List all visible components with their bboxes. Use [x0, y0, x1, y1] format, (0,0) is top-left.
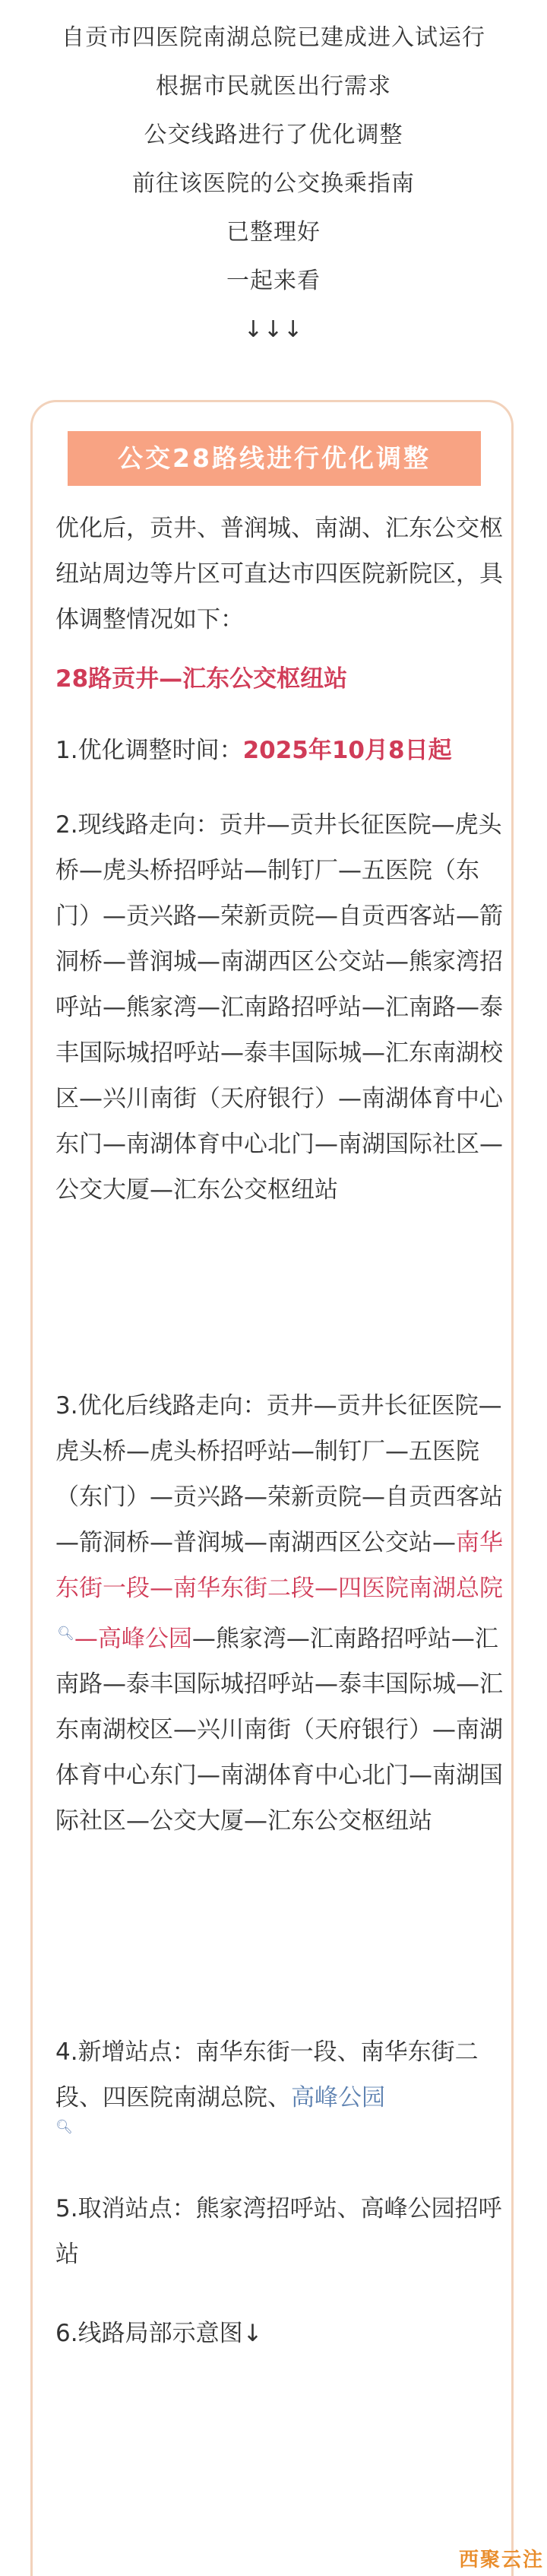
adjust-time-label: 1.优化调整时间：	[55, 737, 243, 764]
intro-line-2: 根据市民就医出行需求	[156, 73, 391, 100]
down-arrows: ↓↓↓	[243, 316, 304, 343]
optimized-route-part2: —熊家湾—汇南路招呼站—汇南路—泰丰国际城招呼站—泰丰国际城—汇东南湖校区—兴川南街（天府银行）—南湖体育中心东门—南湖体育中心北门—南湖国际社区—公交大厦—汇东公交枢纽站	[55, 1625, 503, 1835]
gaofeng-park-link[interactable]: 高峰公园	[291, 2084, 385, 2111]
intro-line-1: 自贡市四医院南湖总院已建成进入试运行	[62, 24, 485, 51]
optimized-new-stops-1: 南华东街一段—南华东街二段—	[55, 1529, 503, 1602]
adjust-date: 2025年10月8日起	[242, 737, 452, 764]
hospital-link[interactable]: 四医院南湖总院	[338, 1575, 503, 1602]
search-icon[interactable]: 🔍︎	[57, 1626, 74, 1642]
search-icon[interactable]: 🔍︎	[55, 2119, 73, 2135]
route-info-card	[30, 400, 514, 2576]
intro-line-5: 已整理好	[226, 219, 321, 246]
intro-line-6: 一起来看	[226, 268, 321, 294]
optimized-route-part1: 3.优化后线路走向：贡井—贡井长征医院—虎头桥—虎头桥招呼站—制钉厂—五医院（东门）—贡兴路—荣新贡院—自贡西客站—箭洞桥—普润城—南湖西区公交站—	[55, 1392, 503, 1556]
intro-line-4: 前往该医院的公交换乘指南	[132, 170, 415, 197]
item-current-route: 2.现线路走向：贡井—贡井长征医院—虎头桥—虎头桥招呼站—制钉厂—五医院（东门）—贡兴路—荣新贡院—自贡西客站—箭洞桥—普润城—南湖西区公交站—熊家湾招呼站—熊家湾—汇南路招呼站—汇南路—泰丰国际城招呼站—泰丰国际城—汇东南湖校区—兴川南街（天府银行）—南湖体育中心东门—南湖体育中心北门—南湖国际社区—公交大厦—汇东公交枢纽站	[55, 811, 503, 1204]
intro-paragraph: 优化后，贡井、普润城、南湖、汇东公交枢纽站周边等片区可直达市四医院新院区，具体调整情况如下：	[55, 515, 503, 633]
item-route-map-caption: 6.线路局部示意图↓	[55, 2320, 263, 2347]
route-title: 28路贡井—汇东公交枢纽站	[55, 665, 348, 693]
item-adjust-time	[55, 728, 504, 773]
item-optimized-route	[55, 1383, 504, 1844]
intro-line-3: 公交线路进行了优化调整	[144, 122, 403, 148]
item-new-stops	[55, 2029, 504, 2139]
banner-title: 公交28路线进行优化调整	[68, 431, 481, 486]
item-cancelled-stops: 5.取消站点：熊家湾招呼站、高峰公园招呼站	[55, 2195, 502, 2268]
intro-text	[0, 14, 547, 354]
watermark-logo: 西聚云注	[458, 2549, 544, 2571]
new-stops-text: 4.新增站点：南华东街一段、南华东街二段、四医院南湖总院、	[55, 2038, 479, 2111]
optimized-new-stops-2: —高峰公园	[74, 1625, 192, 1653]
